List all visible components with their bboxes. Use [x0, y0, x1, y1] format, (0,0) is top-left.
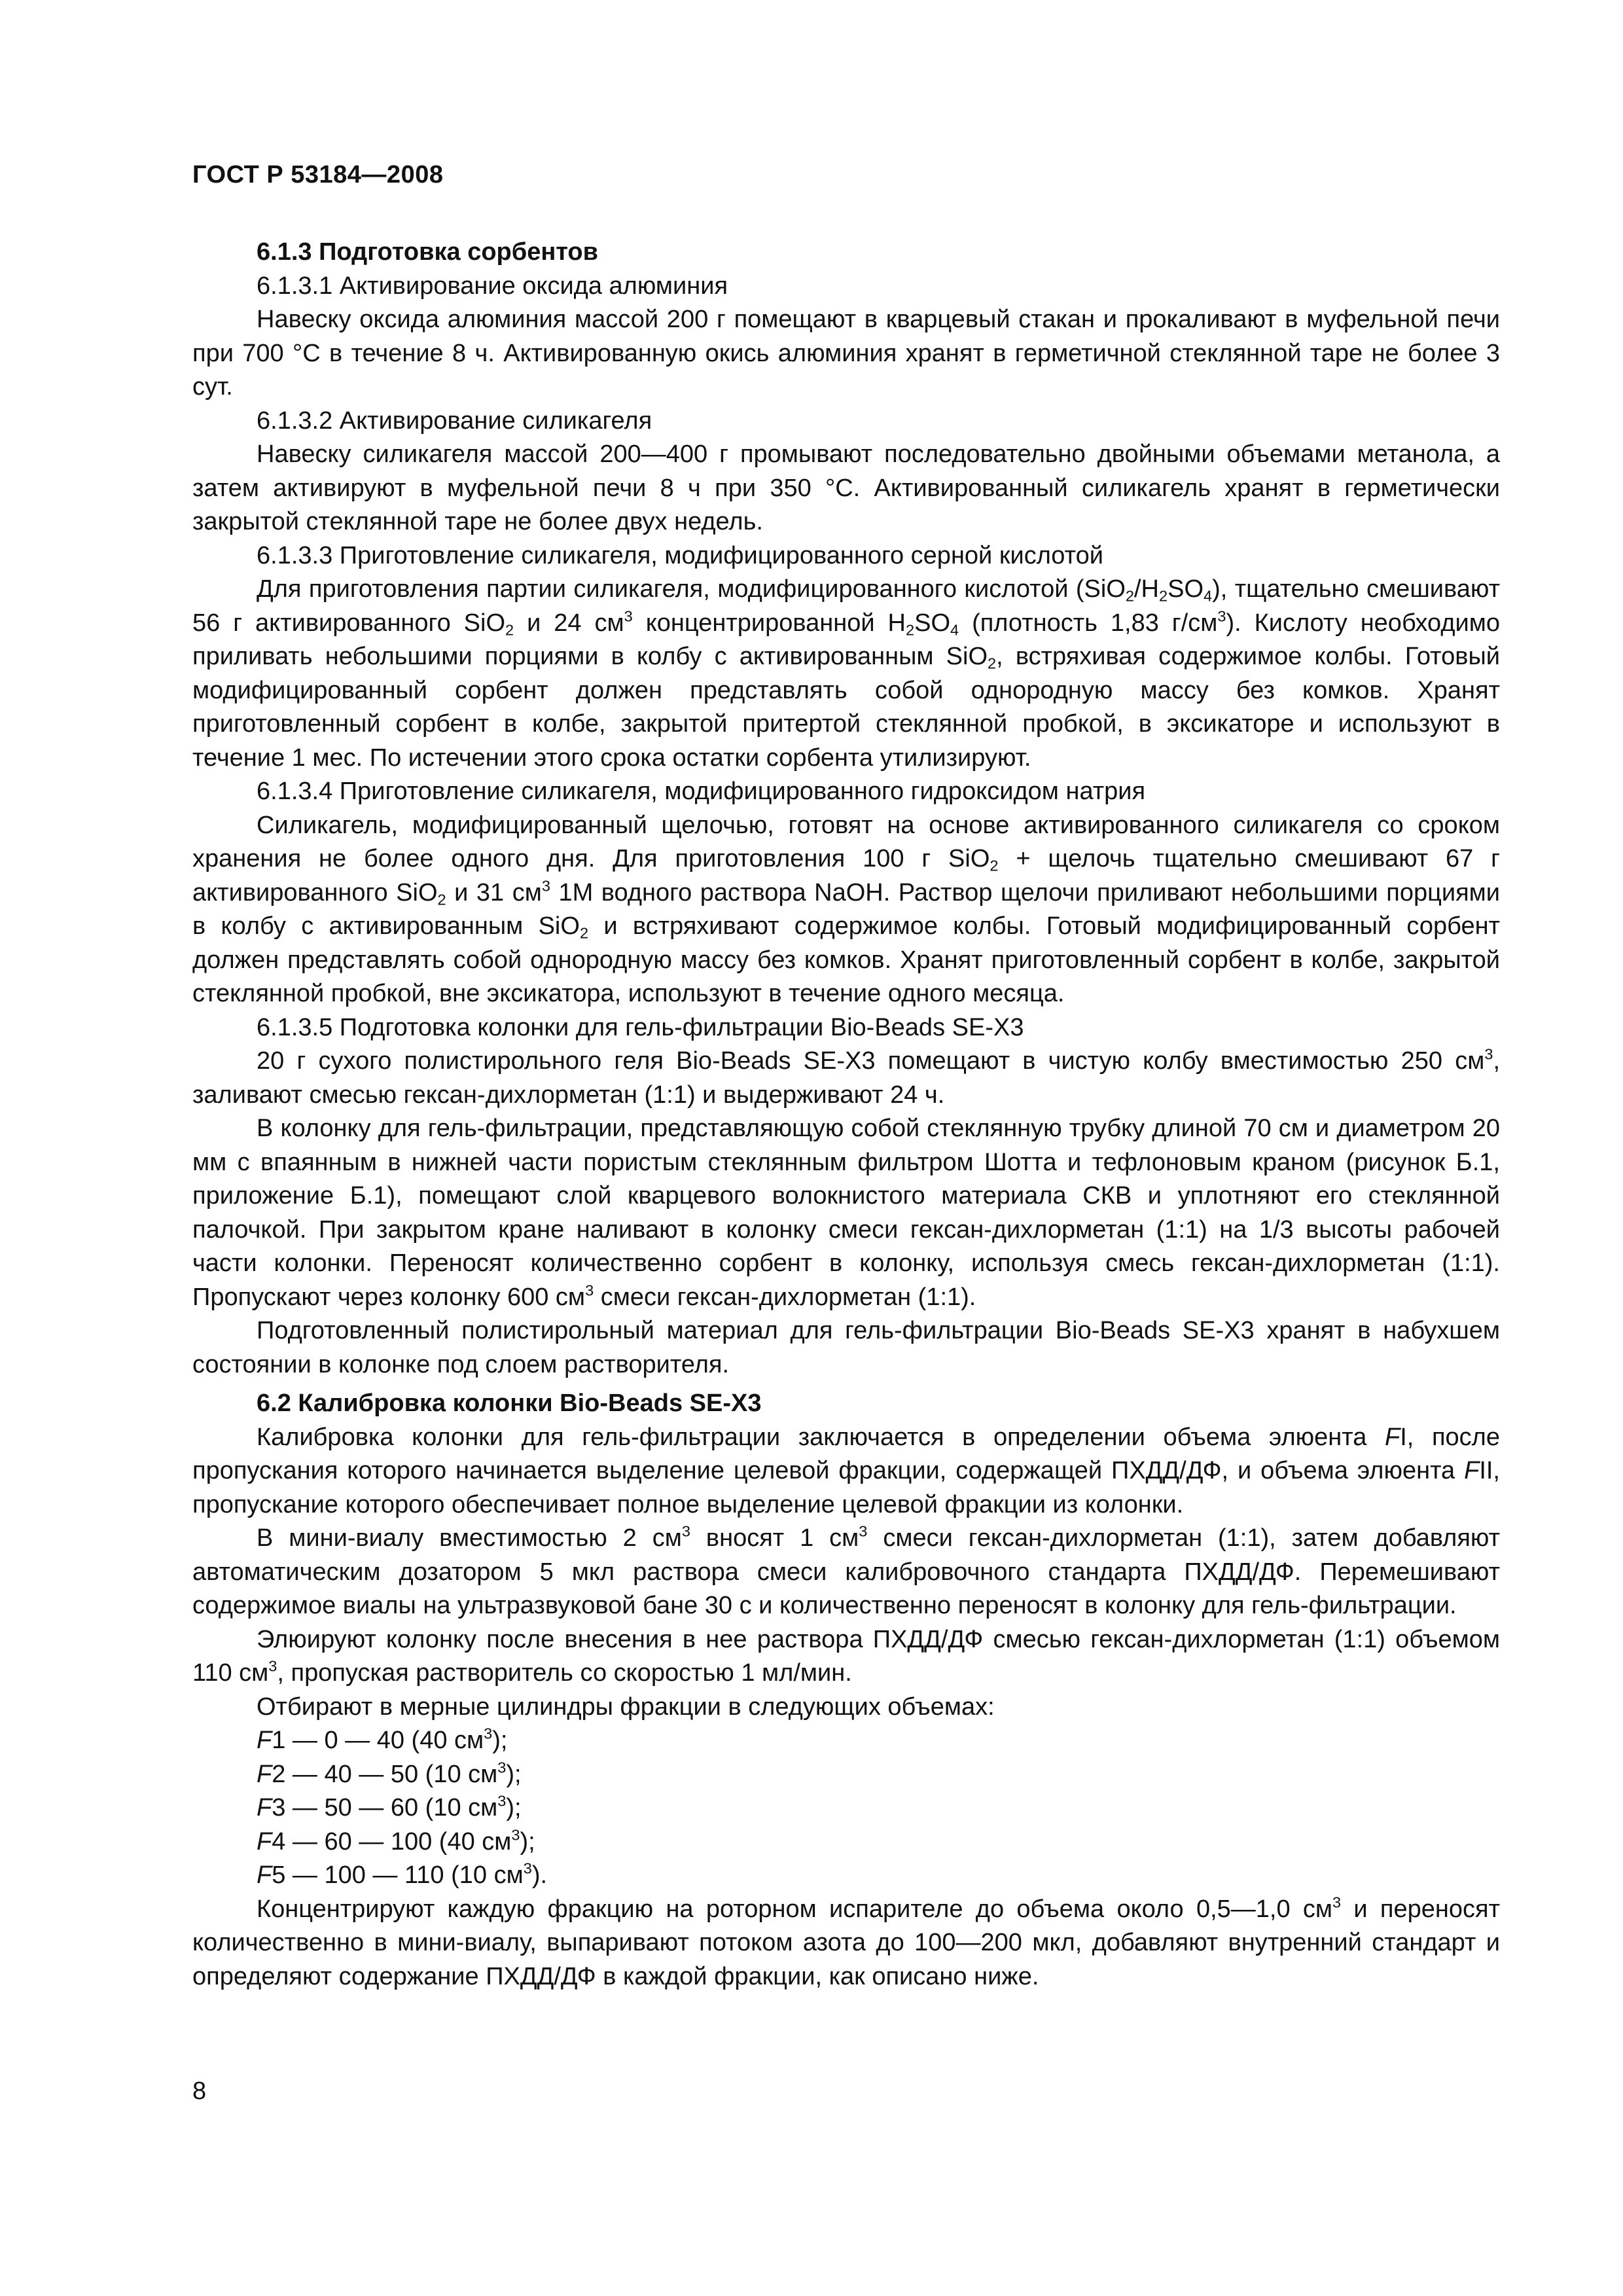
- paragraph: Калибровка колонки для гель-фильтрации заключается в определении объема элюента FI, после пропускания которого начинается выделение целевой фракции, содержащей ПХДД/ДФ, и объема элюента FII, пропускание которого обеспечивает полное выделение целевой фракции из колонки.: [192, 1423, 1500, 1518]
- subsection-title-6-1-3-1: 6.1.3.1 Активирование оксида алюминия: [257, 272, 728, 300]
- paragraph: Навеску оксида алюминия массой 200 г помещают в кварцевый стакан и прокаливают в муфельной печи при 700 °С в течение 8 ч. Активированную окись алюминия хранят в герметичной стеклянной таре не более 3 сут.: [192, 306, 1500, 401]
- paragraph: Для приготовления партии силикагеля, модифицированного кислотой $(SiO_2/H_2SO_4)$, тщательно смешивают 56 г активированного SiO$_2$ и 24 $см^3$ концентрированной $H_2SO_4$ (плотность 1,83 $г/см^3$). Кислоту необходимо приливать небольшими порциями в колбу с активированным SiO$_2$, встряхивая содержимое колбы. Готовый модифицированный сорбент должен представлять собой однородную массу без комков. Хранят приготовленный сорбент в колбе, закрытой притертой стеклянной пробкой, в эксикаторе и используют в течение 1 мес. По истечении этого срока остатки сорбента утилизируют.: [192, 575, 1500, 772]
- subsection-title-6-1-3-3: 6.1.3.3 Приготовление силикагеля, модифицированного серной кислотой: [257, 541, 1103, 569]
- subsection-title-6-1-3-4: 6.1.3.4 Приготовление силикагеля, модифицированного гидроксидом натрия: [257, 778, 1146, 805]
- fraction-item: F4 — 60 — 100 (40 $см^3$);: [257, 1825, 535, 1856]
- paragraph: 20 г сухого полистирольного геля Bio-Beads SE-X3 помещают в чистую колбу вместимостью 250 $см^3$, заливают смесью гексан-дихлорметан (1:1) и выдерживают 24 ч.: [192, 1045, 1500, 1109]
- paragraph: Концентрируют каждую фракцию на роторном испарителе до объема около 0,5—1,0 $см^3$ и переносят количественно в мини-виалу, выпаривают потоком азота до 100—200 мкл, добавляют внутренний стандарт и определяют содержание ПХДД/ДФ в каждой фракции, как описано ниже.: [192, 1893, 1500, 1990]
- paragraph: Подготовленный полистирольный материал для гель-фильтрации Bio-Beads SE-X3 хранят в набухшем состоянии в колонке под слоем растворителя.: [192, 1317, 1500, 1378]
- section-heading-6-2: 6.2 Калибровка колонки Bio-Beads SE-X3: [257, 1390, 762, 1417]
- subsection-title-6-1-3-2: 6.1.3.2 Активирование силикагеля: [257, 406, 652, 435]
- page-body: [192, 236, 1500, 1994]
- paragraph: В мини-виалу вместимостью 2 $см^3$ вносят 1 $см^3$ смеси гексан-дихлорметан (1:1), затем добавляют автоматическим дозатором 5 мкл раствора смеси калибровочного стандарта ПХДД/ДФ. Перемешивают содержимое виалы на ультразвуковой бане 30 с и количественно переносят в колонку для гель-фильтрации.: [192, 1522, 1500, 1619]
- paragraph: Навеску силикагеля массой 200—400 г промывают последовательно двойными объемами метанола, а затем активируют в муфельной печи 8 ч при 350 °С. Активированный силикагель хранят в герметически закрытой стеклянной таре не более двух недель.: [192, 440, 1500, 535]
- paragraph: Элюируют колонку после внесения в нее раствора ПХДД/ДФ смесью гексан-дихлорметан (1:1) объемом 110 $см^3$, пропуская растворитель со скоростью 1 мл/мин.: [192, 1625, 1500, 1687]
- subsection-title-6-1-3-5: 6.1.3.5 Подготовка колонки для гель-фильтрации Bio-Beads SE-X3: [257, 1013, 1024, 1041]
- fraction-item: F1 — 0 — 40 (40 $см^3$);: [257, 1725, 508, 1754]
- fraction-item: F3 — 50 — 60 (10 $см^3$);: [257, 1792, 522, 1821]
- paragraph: Отбирают в мерные цилиндры фракции в следующих объемах:: [257, 1693, 995, 1721]
- fraction-item: F2 — 40 — 50 (10 $см^3$);: [257, 1758, 522, 1788]
- paragraph: В колонку для гель-фильтрации, представляющую собой стеклянную трубку длиной 70 см и диаметром 20 мм с впаянным в нижней части пористым стеклянным фильтром Шотта и тефлоновым краном (рисунок Б.1, приложение Б.1), помещают слой кварцевого волокнистого материала СКВ и уплотняют его стеклянной палочкой. При закрытом кране наливают в колонку смеси гексан-дихлорметан (1:1) на 1/3 высоты рабочей части колонки. Переносят количественно сорбент в колонку, используя смесь гексан-дихлорметан (1:1). Пропускают через колонку 600 $см^3$ смеси гексан-дихлорметан (1:1).: [192, 1115, 1500, 1311]
- standard-header: ГОСТ Р 53184—2008: [192, 161, 444, 188]
- page-number: 8: [192, 2077, 207, 2105]
- fraction-item: F5 — 100 — 110 (10 $см^3$).: [257, 1859, 548, 1889]
- paragraph: Силикагель, модифицированный щелочью, готовят на основе активированного силикагеля со сроком хранения не более одного дня. Для приготовления 100 г SiO$_2$ + щелочь тщательно смешивают 67 г активированного SiO$_2$ и 31 $см^3$ 1М водного раствора NaOH. Раствор щелочи приливают небольшими порциями в колбу с активированным SiO$_2$ и встряхивают содержимое колбы. Готовый модифицированный сорбент должен представлять собой однородную массу без комков. Хранят приготовленный сорбент в колбе, закрытой стеклянной пробкой, вне эксикатора, используют в течение одного месяца.: [192, 811, 1501, 1007]
- section-heading-6-1-3: 6.1.3 Подготовка сорбентов: [257, 238, 598, 266]
